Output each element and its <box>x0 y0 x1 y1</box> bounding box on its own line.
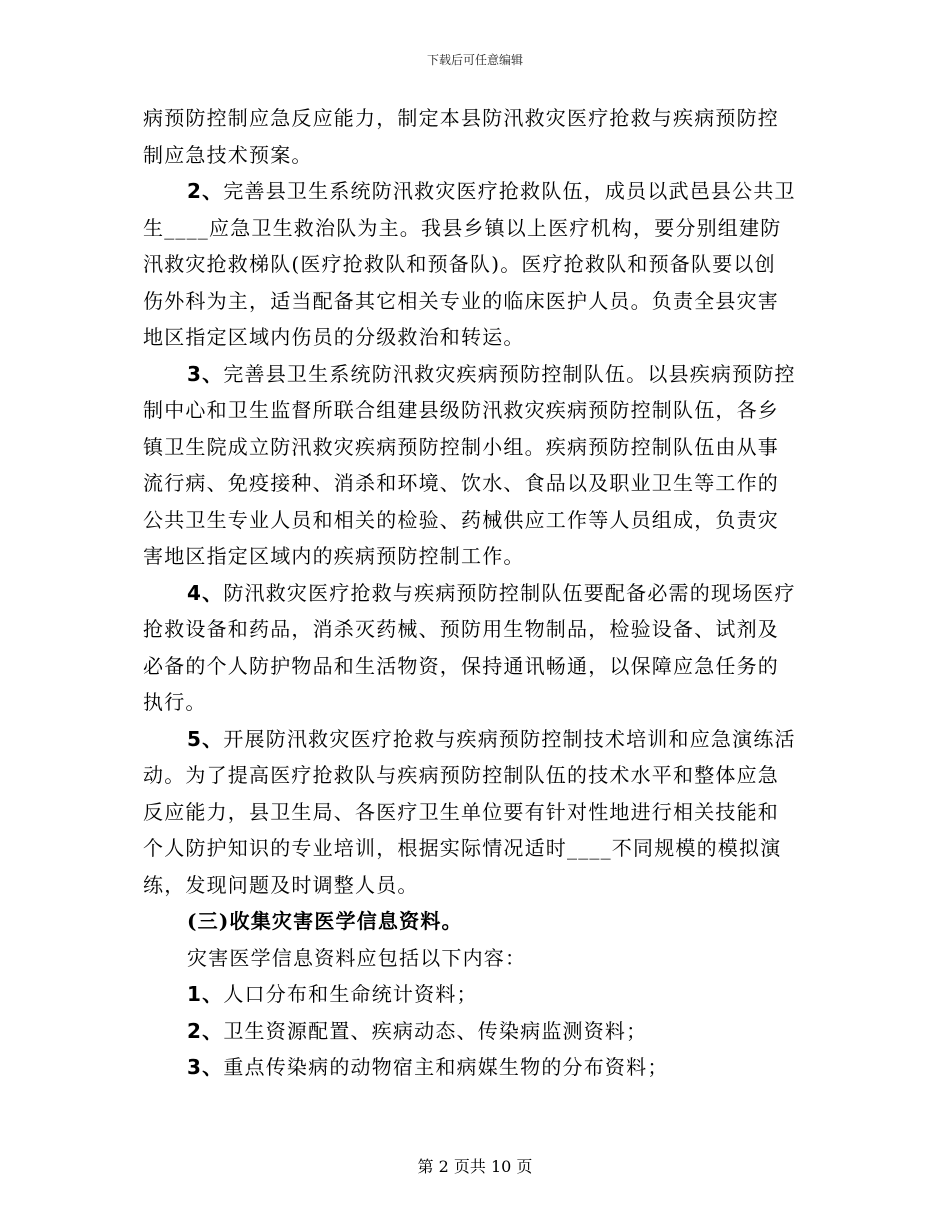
text-line: 流行病、免疫接种、消杀和环境、饮水、食品以及职业卫生等工作的 <box>143 471 779 495</box>
item-number: 3、 <box>187 361 224 386</box>
item-number: 3、 <box>187 1055 224 1079</box>
item-text: 完善县卫生系统防汛救灾医疗抢救队伍，成员以武邑县公共卫 <box>223 179 796 203</box>
list-item-2 <box>143 1013 808 1050</box>
text-line: 反应能力，县卫生局、各医疗卫生单位要有针对性地进行相关技能和 <box>143 799 779 824</box>
paragraph-item-4 <box>143 575 808 612</box>
item-text: 人口分布和生命统计资料； <box>223 982 478 1006</box>
text-line: 害地区指定区域内的疾病预防控制工作。 <box>143 544 525 568</box>
list-item-3 <box>143 1049 808 1086</box>
document-body <box>143 100 808 1086</box>
section-heading: (三)收集灾害医学信息资料。 <box>187 909 463 933</box>
text-line: 必备的个人防护物品和生活物资，保持通讯畅通，以保障应急任务的 <box>143 653 779 678</box>
text-line: 伤外科为主，适当配备其它相关专业的临床医护人员。负责全县灾害 <box>143 288 779 313</box>
text-line: 抢救设备和药品，消杀灭药械、预防用生物制品，检验设备、试剂及 <box>143 617 779 641</box>
item-number: 2、 <box>187 1018 224 1043</box>
text-line: 个人防护知识的专业培训，根据实际情况适时____不同规模的模拟演 <box>143 836 782 860</box>
paragraph-item-3 <box>143 356 808 393</box>
item-text: 重点传染病的动物宿主和病媒生物的分布资料； <box>223 1055 669 1079</box>
text-line: 制应急技术预案。 <box>143 142 313 167</box>
item-text: 开展防汛救灾医疗抢救与疾病预防控制技术培训和应急演练活 <box>223 726 796 751</box>
paragraph-item-2 <box>143 173 808 210</box>
item-number: 2、 <box>187 179 224 203</box>
text-line: 公共卫生专业人员和相关的检验、药械供应工作等人员组成，负责灾 <box>143 507 779 532</box>
text-line: 执行。 <box>143 690 207 714</box>
text-line: 镇卫生院成立防汛救灾疾病预防控制小组。疾病预防控制队伍由从事 <box>143 434 779 459</box>
page-footer: 第 2 页共 10 页 <box>417 1157 533 1176</box>
list-item-1 <box>143 976 808 1013</box>
page-header: 下载后可任意编辑 <box>426 53 523 67</box>
item-number: 1、 <box>187 982 224 1006</box>
text-line: 汛救灾抢救梯队(医疗抢救队和预备队)。医疗抢救队和预备队要以创 <box>143 252 776 276</box>
text-line: 灾害医学信息资料应包括以下内容： <box>187 945 527 970</box>
item-text: 卫生资源配置、疾病动态、传染病监测资料； <box>223 1018 648 1043</box>
text-line: 病预防控制应急反应能力，制定本县防汛救灾医疗抢救与疾病预防控 <box>143 106 779 130</box>
text-line: 制中心和卫生监督所联合组建县级防汛救灾疾病预防控制队伍，各乡 <box>143 398 779 422</box>
paragraph-item-5 <box>143 721 808 758</box>
text-line: 动。为了提高医疗抢救队与疾病预防控制队伍的技术水平和整体应急 <box>143 763 779 787</box>
item-number: 4、 <box>187 580 224 605</box>
text-line: 生____应急卫生救治队为主。我县乡镇以上医疗机构，要分别组建防 <box>143 215 782 240</box>
text-line: 地区指定区域内伤员的分级救治和转运。 <box>143 325 525 349</box>
item-text: 防汛救灾医疗抢救与疾病预防控制队伍要配备必需的现场医疗 <box>223 580 796 605</box>
item-text: 完善县卫生系统防汛救灾疾病预防控制队伍。以县疾病预防控 <box>223 361 796 386</box>
text-line: 练，发现问题及时调整人员。 <box>143 872 419 897</box>
item-number: 5、 <box>187 726 224 751</box>
